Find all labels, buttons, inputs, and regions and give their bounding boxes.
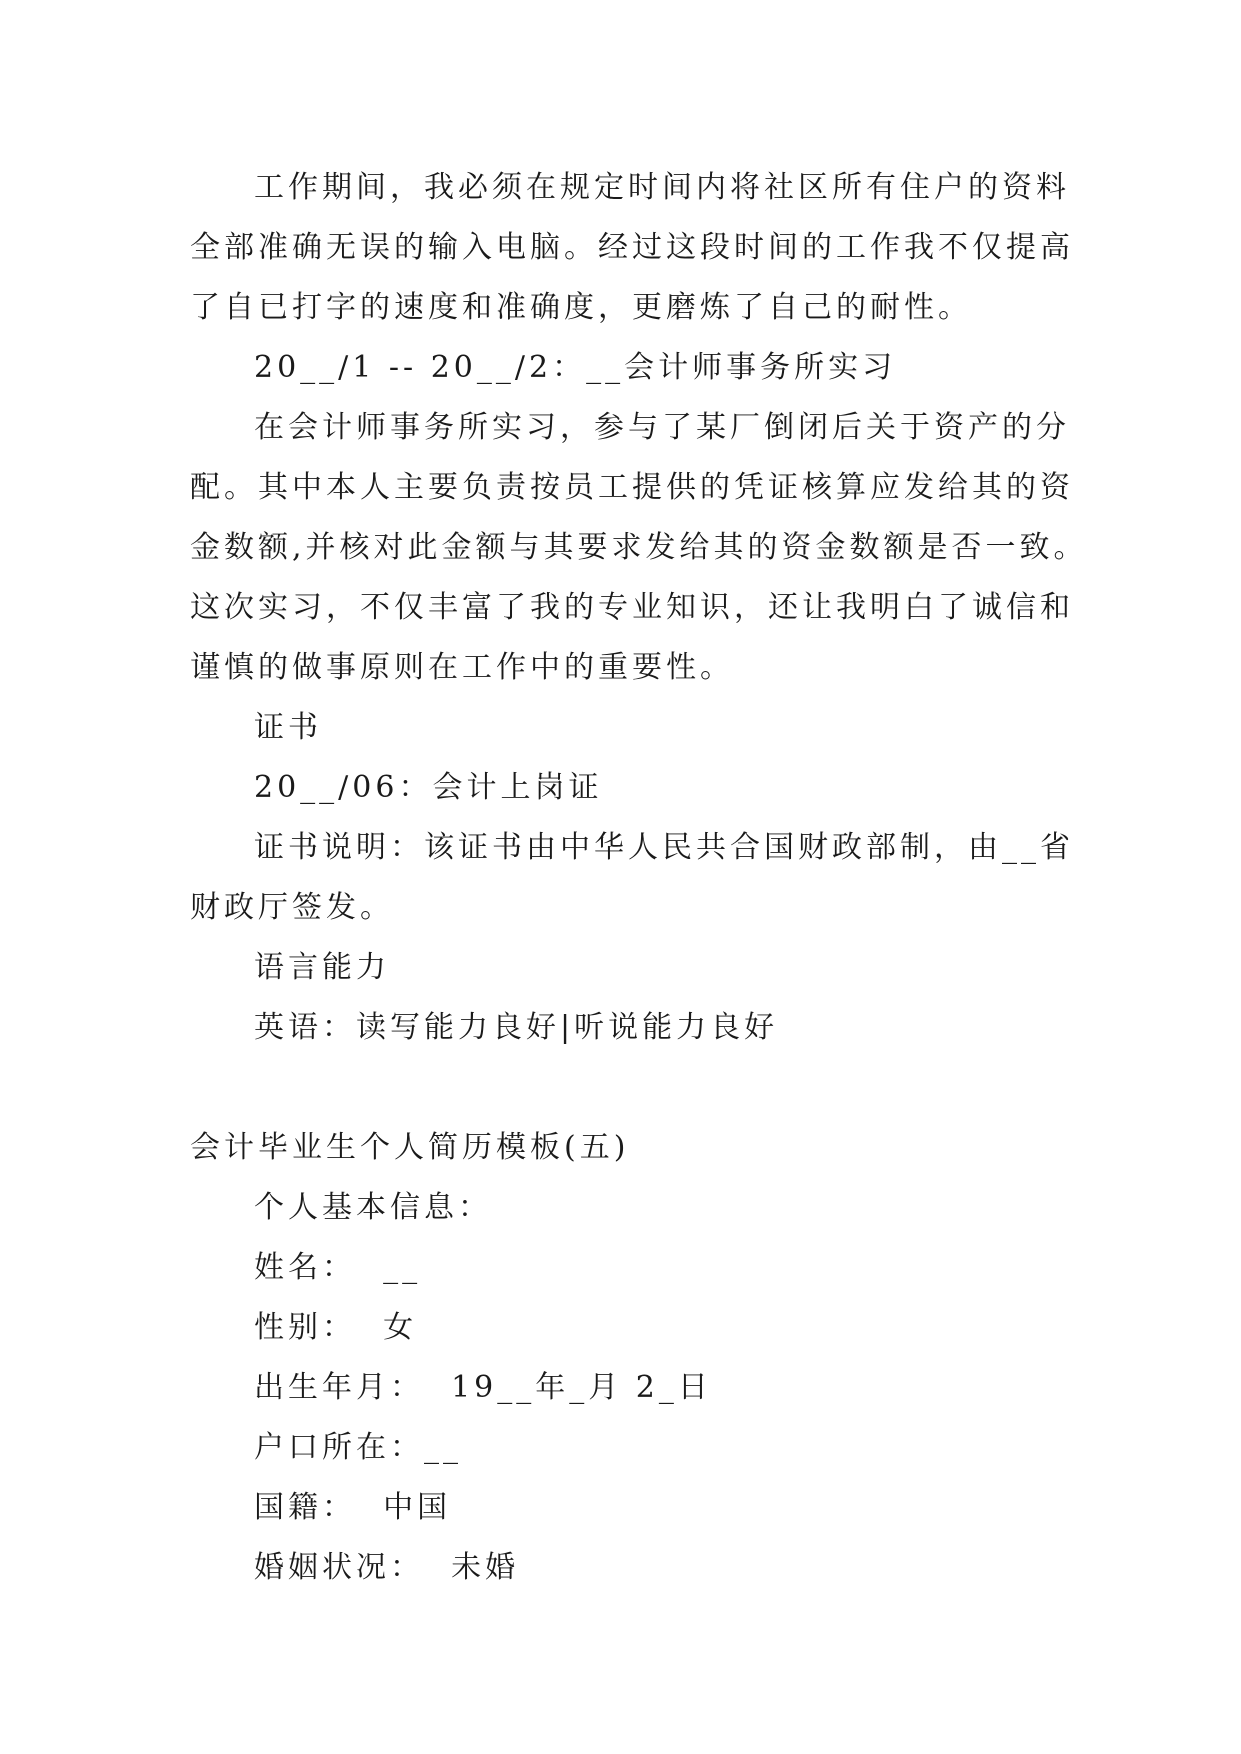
info-label: 户口所在： [254,1430,424,1465]
info-row-birth [190,1358,1050,1418]
template-title: 会计毕业生个人简历模板(五) [190,1130,630,1165]
info-label: 婚姻状况： [254,1550,424,1585]
info-value: __ [383,1250,422,1285]
internship-period: 20__/1 -- 20__/2：__会计师事务所实习 [254,350,897,385]
info-row-name [190,1238,1050,1298]
text-line: 了自已打字的速度和准确度，更磨炼了自己的耐性。 [190,290,972,325]
info-value: 中国 [383,1490,452,1525]
info-value: 女 [383,1310,418,1345]
text-line: 全部准确无误的输入电脑。经过这段时间的工作我不仅提高 [190,230,1074,265]
info-value: 未婚 [451,1550,520,1585]
info-label: 出生年月： [254,1370,424,1405]
certificates-heading: 证书 [254,710,322,745]
info-label: 姓名： [254,1250,356,1285]
info-row-marital-status [190,1538,1050,1598]
info-row-residence [190,1418,1050,1478]
text-line: 证书说明：该证书由中华人民共合国财政部制，由__省 [254,830,1074,865]
certificate-description-paragraph [190,818,1074,938]
internship-description-paragraph [190,398,1088,698]
info-label: 国籍： [254,1490,356,1525]
text-line: 金数额,并核对此金额与其要求发给其的资金数额是否一致。 [190,530,1088,565]
info-value: 19__年_月 2_日 [451,1370,712,1405]
info-label: 性别： [254,1310,356,1345]
text-line: 配。其中本人主要负责按员工提供的凭证核算应发给其的资 [190,470,1074,505]
info-row-nationality [190,1478,1050,1538]
text-line: 财政厅签发。 [190,890,394,925]
text-line: 在会计师事务所实习，参与了某厂倒闭后关于资产的分 [254,410,1070,445]
language-heading: 语言能力 [254,950,390,985]
work-description-paragraph [190,158,1074,338]
section-gap [190,1058,1050,1118]
document-page [190,158,1088,1598]
certificate-item: 20__/06：会计上岗证 [254,770,603,805]
basic-info-list [190,1238,1050,1598]
text-line: 工作期间，我必须在规定时间内将社区所有住户的资料 [254,170,1070,205]
basic-info-heading: 个人基本信息： [254,1190,492,1225]
text-line: 谨慎的做事原则在工作中的重要性。 [190,650,734,685]
info-row-gender [190,1298,1050,1358]
info-value: __ [424,1430,462,1465]
language-item: 英语：读写能力良好|听说能力良好 [254,1010,779,1045]
text-line: 这次实习，不仅丰富了我的专业知识，还让我明白了诚信和 [190,590,1074,625]
